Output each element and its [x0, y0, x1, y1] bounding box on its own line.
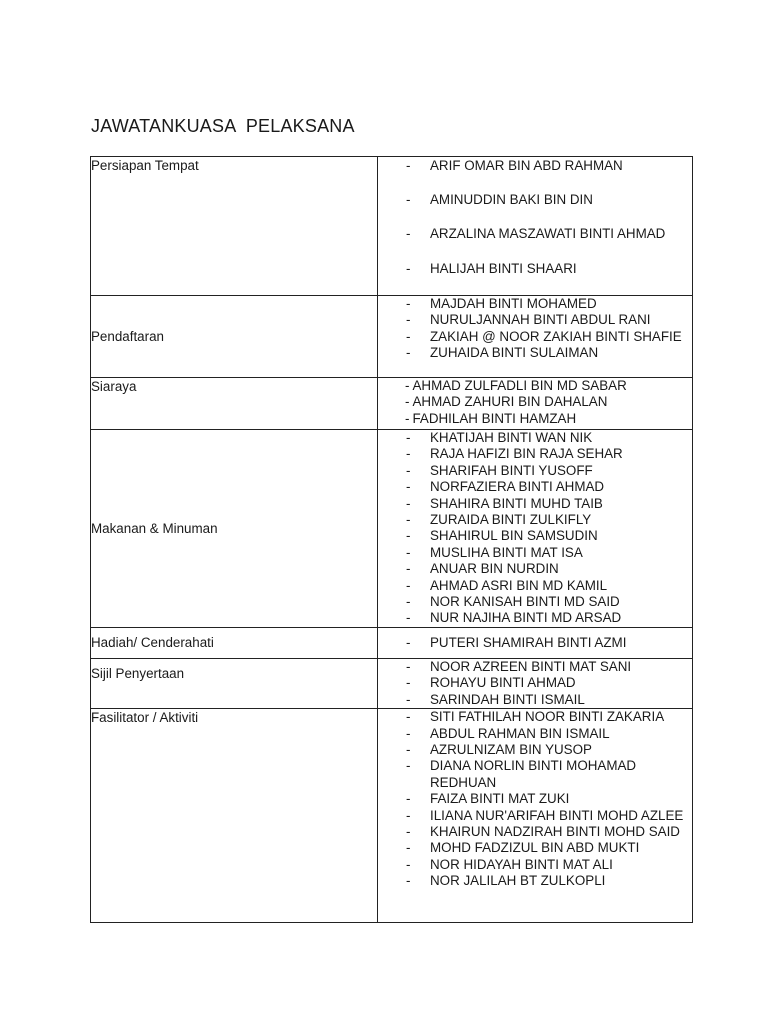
role-label: Fasilitator / Aktiviti — [91, 710, 199, 726]
role-label: Hadiah/ Cenderahati — [91, 635, 214, 651]
list-item: - FADHILAH BINTI HAMZAH — [405, 410, 577, 426]
table-row — [91, 658, 693, 708]
list-item: - HALIJAH BINTI SHAARI — [406, 260, 577, 276]
list-item: - NOR JALILAH BT ZULKOPLI — [406, 873, 606, 889]
members-cell — [378, 709, 693, 923]
role-label: Makanan & Minuman — [91, 520, 218, 536]
member-name: DIANA NORLIN BINTI MOHAMAD REDHUAN — [430, 758, 637, 790]
members-cell — [378, 627, 693, 658]
table-row — [91, 430, 693, 628]
list-item: - ZAKIAH @ NOOR ZAKIAH BINTI SHAFIE — [406, 328, 682, 344]
member-list — [378, 635, 692, 651]
list-item: - ZUHAIDA BINTI SULAIMAN — [406, 345, 599, 361]
role-cell — [91, 709, 378, 923]
member-name: NURULJANNAH BINTI ABDUL RANI — [430, 312, 651, 328]
member-name: ZAKIAH @ NOOR ZAKIAH BINTI SHAFIE — [430, 328, 682, 344]
list-item: - MOHD FADZIZUL BIN ABD MUKTI — [406, 840, 640, 856]
list-item: - SHAHIRA BINTI MUHD TAIB — [406, 495, 603, 511]
role-cell — [91, 378, 378, 430]
member-name: ILIANA NUR'ARIFAH BINTI MOHD AZLEE — [430, 807, 684, 823]
list-item: - NOOR AZREEN BINTI MAT SANI — [406, 658, 632, 674]
list-item: - RAJA HAFIZI BIN RAJA SEHAR — [406, 446, 623, 462]
member-name: NORFAZIERA BINTI AHMAD — [430, 479, 605, 495]
list-item: - NOR HIDAYAH BINTI MAT ALI — [406, 856, 613, 872]
list-item: - KHAIRUN NADZIRAH BINTI MOHD SAID — [406, 823, 680, 839]
list-item: - SHARIFAH BINTI YUSOFF — [406, 462, 593, 478]
table-row — [91, 627, 693, 658]
member-list — [378, 659, 692, 708]
members-cell — [378, 430, 693, 628]
role-cell — [91, 658, 378, 708]
list-item: - SARINDAH BINTI ISMAIL — [406, 691, 585, 707]
member-list — [378, 378, 692, 427]
table-row — [91, 296, 693, 378]
list-item: - AHMAD ASRI BIN MD KAMIL — [406, 577, 608, 593]
list-item: - SITI FATHILAH NOOR BINTI ZAKARIA — [406, 709, 665, 725]
member-name: FAIZA BINTI MAT ZUKI — [430, 791, 570, 807]
list-item: - ROHAYU BINTI AHMAD — [406, 675, 576, 691]
member-name: ZURAIDA BINTI ZULKIFLY — [430, 512, 592, 528]
member-name: KHATIJAH BINTI WAN NIK — [430, 430, 593, 445]
member-name: NOR HIDAYAH BINTI MAT ALI — [430, 856, 613, 872]
member-name: FADHILAH BINTI HAMZAH — [412, 410, 577, 426]
list-item: - ABDUL RAHMAN BIN ISMAIL — [406, 725, 610, 741]
member-name: NOR JALILAH BT ZULKOPLI — [430, 873, 606, 889]
list-item: - AMINUDDIN BAKI BIN DIN — [406, 192, 593, 208]
list-item: - NUR NAJIHA BINTI MD ARSAD — [406, 610, 622, 626]
member-list — [378, 296, 692, 362]
members-cell — [378, 658, 693, 708]
member-name: AZRULNIZAM BIN YUSOP — [430, 741, 592, 757]
member-name: SARINDAH BINTI ISMAIL — [430, 691, 585, 707]
list-item: - SHAHIRUL BIN SAMSUDIN — [406, 528, 598, 544]
member-name: ZUHAIDA BINTI SULAIMAN — [430, 345, 599, 361]
document-title: JAWATANKUASA PELAKSANA — [91, 116, 355, 136]
member-name: ANUAR BIN NURDIN — [430, 561, 559, 577]
list-item: - AHMAD ZULFADLI BIN MD SABAR — [405, 378, 627, 393]
members-cell — [378, 296, 693, 378]
member-name: PUTERI SHAMIRAH BINTI AZMI — [430, 634, 627, 650]
member-name: NOR KANISAH BINTI MD SAID — [430, 594, 620, 610]
list-item: - ZURAIDA BINTI ZULKIFLY — [406, 512, 592, 528]
member-name: AHMAD ASRI BIN MD KAMIL — [430, 577, 608, 593]
list-item: - AHMAD ZAHURI BIN DAHALAN — [405, 394, 608, 410]
member-name: SITI FATHILAH NOOR BINTI ZAKARIA — [430, 709, 665, 725]
member-name: MAJDAH BINTI MOHAMED — [430, 296, 597, 311]
member-name: HALIJAH BINTI SHAARI — [430, 260, 577, 276]
member-name: ARIF OMAR BIN ABD RAHMAN — [430, 158, 623, 173]
member-name: AMINUDDIN BAKI BIN DIN — [430, 192, 593, 208]
list-item: - MUSLIHA BINTI MAT ISA — [406, 544, 583, 560]
list-item: - NORFAZIERA BINTI AHMAD — [406, 479, 605, 495]
member-list — [378, 430, 692, 627]
list-item: - ARIF OMAR BIN ABD RAHMAN — [406, 158, 623, 173]
member-name: ROHAYU BINTI AHMAD — [430, 675, 576, 691]
role-label: Sijil Penyertaan — [91, 665, 185, 681]
member-list — [378, 158, 692, 277]
member-name: KHAIRUN NADZIRAH BINTI MOHD SAID — [430, 823, 680, 839]
members-cell — [378, 157, 693, 296]
role-label: Pendaftaran — [91, 328, 164, 344]
table-row — [91, 157, 693, 296]
role-label: Persiapan Tempat — [91, 158, 199, 173]
list-item: - FAIZA BINTI MAT ZUKI — [406, 791, 570, 807]
table-row — [91, 709, 693, 923]
member-name: NOOR AZREEN BINTI MAT SANI — [430, 658, 632, 674]
list-item: - ILIANA NUR'ARIFAH BINTI MOHD AZLEE — [406, 807, 684, 823]
table-row — [91, 378, 693, 430]
list-item: - PUTERI SHAMIRAH BINTI AZMI — [406, 634, 627, 650]
member-name: NUR NAJIHA BINTI MD ARSAD — [430, 610, 622, 626]
list-item: - ANUAR BIN NURDIN — [406, 561, 559, 577]
member-name: AHMAD ZAHURI BIN DAHALAN — [412, 394, 608, 410]
list-item: - AZRULNIZAM BIN YUSOP — [406, 741, 592, 757]
role-cell — [91, 430, 378, 628]
members-cell — [378, 378, 693, 430]
member-name: ARZALINA MASZAWATI BINTI AHMAD — [430, 226, 666, 242]
member-name: SHARIFAH BINTI YUSOFF — [430, 462, 593, 478]
role-cell — [91, 296, 378, 378]
member-name: AHMAD ZULFADLI BIN MD SABAR — [412, 378, 627, 393]
role-cell — [91, 627, 378, 658]
role-cell — [91, 157, 378, 296]
member-name: MOHD FADZIZUL BIN ABD MUKTI — [430, 840, 640, 856]
list-item: - NOR KANISAH BINTI MD SAID — [406, 594, 620, 610]
committee-table — [90, 156, 693, 923]
member-name: ABDUL RAHMAN BIN ISMAIL — [430, 725, 610, 741]
member-list — [378, 709, 692, 889]
member-name: RAJA HAFIZI BIN RAJA SEHAR — [430, 446, 623, 462]
list-item: - ARZALINA MASZAWATI BINTI AHMAD — [406, 226, 666, 242]
list-item: - NURULJANNAH BINTI ABDUL RANI — [406, 312, 651, 328]
list-item: - KHATIJAH BINTI WAN NIK — [406, 430, 593, 445]
member-name: SHAHIRA BINTI MUHD TAIB — [430, 495, 603, 511]
list-item: - MAJDAH BINTI MOHAMED — [406, 296, 597, 311]
list-item: - DIANA NORLIN BINTI MOHAMAD REDHUAN — [406, 758, 637, 790]
member-name: SHAHIRUL BIN SAMSUDIN — [430, 528, 598, 544]
role-label: Siaraya — [91, 379, 137, 394]
member-name: MUSLIHA BINTI MAT ISA — [430, 544, 583, 560]
